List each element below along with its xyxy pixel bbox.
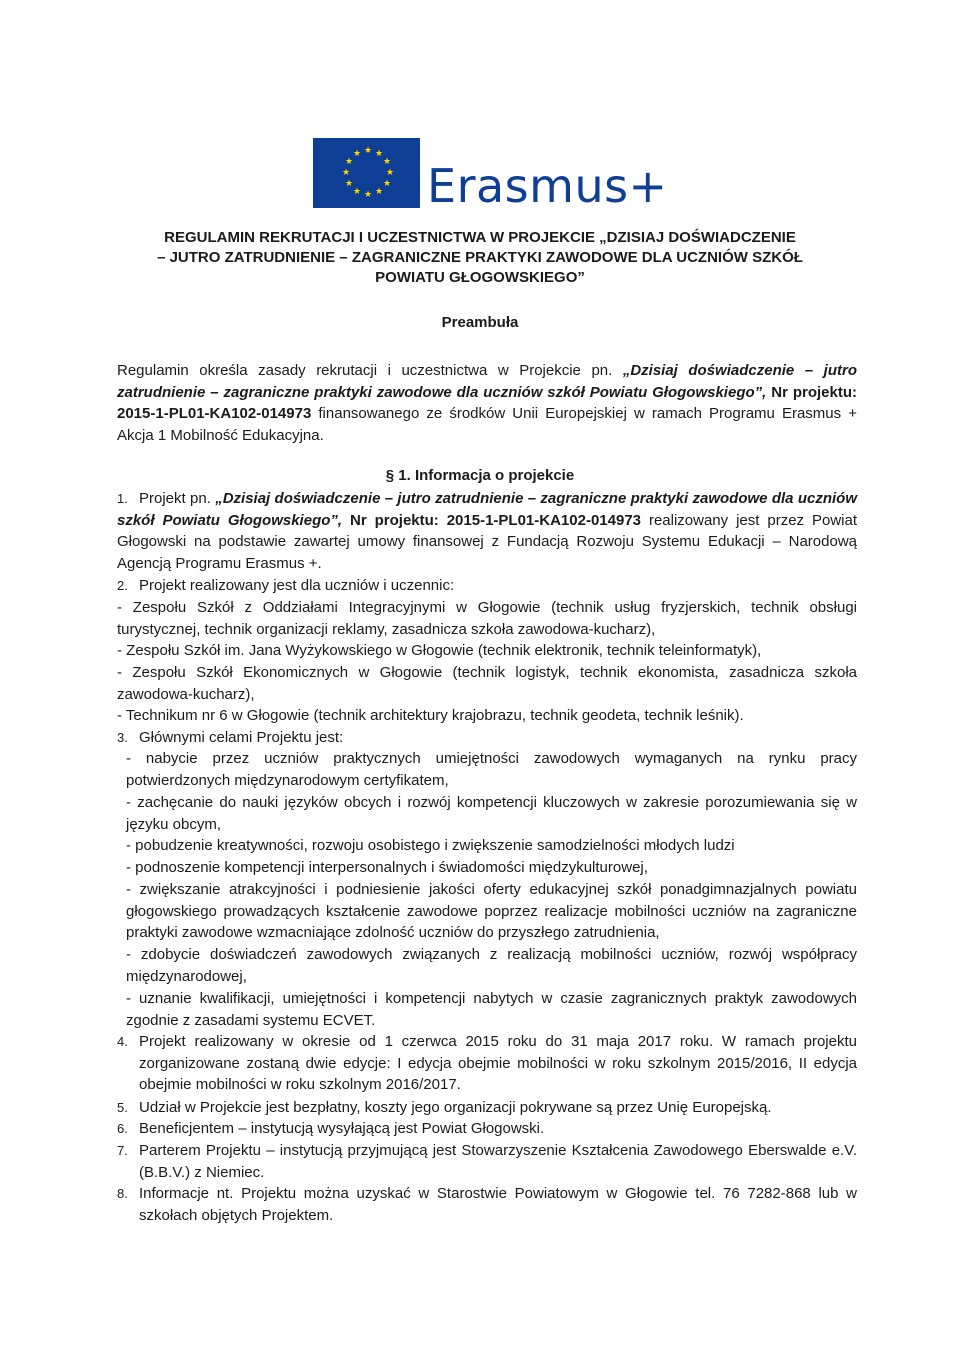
preamble-text: Regulamin określa zasady rekrutacji i uczestnictwa w Projekcie pn. „Dzisiaj doświadczenie – jutro zatrudnienie – zagraniczne praktyki zawodowe dla uczniów szkół Powiatu Głogowskiego”, Nr projektu: 2015-1-PL01-KA102-014973 finansowanego ze środków Unii Europejskiej w ramach Programu Erasmus + Akcja 1 Mobilność Edukacyjna. <box>117 362 857 444</box>
eu-flag-icon: ★ ★ ★ ★ ★ ★ ★ ★ ★ ★ ★ ★ <box>313 138 420 208</box>
erasmus-logo <box>313 138 668 213</box>
goal-6: - zdobycie doświadczeń zawodowych związanych z realizacją mobilności uczniów, rozwój współpracy międzynarodowej, <box>126 946 857 985</box>
school-1: - Zespołu Szkół z Oddziałami Integracyjnymi w Głogowie (technik usług fryzjerskich, technik obsługi turystycznej, technik organizacji reklamy, zasadnicza szkoła zawodowa-kucharz), <box>117 599 857 638</box>
school-4: - Technikum nr 6 w Głogowie (technik architektury krajobrazu, technik geodeta, technik leśnik). <box>117 707 744 724</box>
goal-4: - podnoszenie kompetencji interpersonalnych i świadomości międzykulturowej, <box>126 859 648 876</box>
item-number: 8. <box>117 1186 128 1201</box>
item-number: 7. <box>117 1143 128 1158</box>
goal-7: - uznanie kwalifikacji, umiejętności i kompetencji nabytych w czasie zagranicznych praktyk zawodowych zgodnie z zasadami systemu ECVET. <box>126 990 857 1029</box>
item-8-text: Informacje nt. Projektu można uzyskać w Starostwie Powiatowym w Głogowie tel. 76 7282-868 lub w szkołach objętych Projektem. <box>139 1185 857 1224</box>
item-2-text: Projekt realizowany jest dla uczniów i uczennic: <box>139 577 455 594</box>
item-6-text: Beneficjentem – instytucją wysyłającą jest Powiat Głogowski. <box>139 1120 545 1137</box>
preamble-heading: Preambuła <box>441 314 519 331</box>
item-7-text: Parterem Projektu – instytucją przyjmującą jest Stowarzyszenie Kształcenia Zawodowego Eberswalde e.V. (B.B.V.) z Niemiec. <box>139 1142 857 1181</box>
item-3-text: Głównymi celami Projektu jest: <box>139 729 344 746</box>
section-1-heading: § 1. Informacja o projekcie <box>385 467 575 484</box>
school-3: - Zespołu Szkół Ekonomicznych w Głogowie (technik logistyk, technik ekonomista, zasadnicza szkoła zawodowa-kucharz), <box>117 664 857 703</box>
item-1-text: Projekt pn. „Dzisiaj doświadczenie – jutro zatrudnienie – zagraniczne praktyki zawodowe dla uczniów szkół Powiatu Głogowskiego”, Nr projektu: 2015-1-PL01-KA102-014973 realizowany jest przez Powiat Głogowski na podstawie zawartej umowy finansowej z Fundacją Rozwoju Systemu Edukacji – Narodową Agencją Programu Erasmus +. <box>117 490 858 572</box>
goal-1: - nabycie przez uczniów praktycznych umiejętności zawodowych wymaganych na rynku pracy potwierdzonych międzynarodowym certyfikatem, <box>126 750 857 789</box>
item-number: 4. <box>117 1034 128 1049</box>
item-number: 6. <box>117 1121 128 1136</box>
erasmus-brand: Erasmus+ <box>427 159 668 213</box>
item-number: 1. <box>117 491 128 506</box>
goal-3: - pobudzenie kreatywności, rozwoju osobistego i zwiększenie samodzielności młodych ludzi <box>126 837 735 854</box>
goal-2: - zachęcanie do nauki języków obcych i rozwój kompetencji kluczowych w zakresie porozumiewania się w języku obcym, <box>126 794 857 833</box>
item-number: 3. <box>117 730 128 745</box>
item-5-text: Udział w Projekcie jest bezpłatny, koszty jego organizacji pokrywane są przez Unię Europejską. <box>139 1099 772 1116</box>
school-2: - Zespołu Szkół im. Jana Wyżykowskiego w Głogowie (technik elektronik, technik teleinformatyk), <box>117 642 762 659</box>
document-title: REGULAMIN REKRUTACJI I UCZESTNICTWA W PROJEKCIE „DZISIAJ DOŚWIADCZENIE – JUTRO ZATRUDNIENIE – ZAGRANICZNE PRAKTYKI ZAWODOWE DLA UCZNIÓW SZKÓŁ POWIATU GŁOGOWSKIEGO” <box>157 229 803 286</box>
item-number: 5. <box>117 1100 128 1115</box>
item-number: 2. <box>117 578 128 593</box>
item-4-text: Projekt realizowany w okresie od 1 czerwca 2015 roku do 31 maja 2017 roku. W ramach projektu zorganizowane zostaną dwie edycje: I edycja obejmie mobilności w roku szkolnym 2015/2016, II edycja obejmie mobilności w roku szkolnym 2016/2017. <box>139 1033 857 1093</box>
goal-5: - zwiększanie atrakcyjności i podniesienie jakości oferty edukacyjnej szkół ponadgimnazjalnych powiatu głogowskiego prowadzących kształcenie zawodowe poprzez realizacje mobilności uczniów na zagraniczne praktyki zawodowe wzmacniające zdolność uczniów do przyszłego zatrudnienia, <box>126 881 857 941</box>
